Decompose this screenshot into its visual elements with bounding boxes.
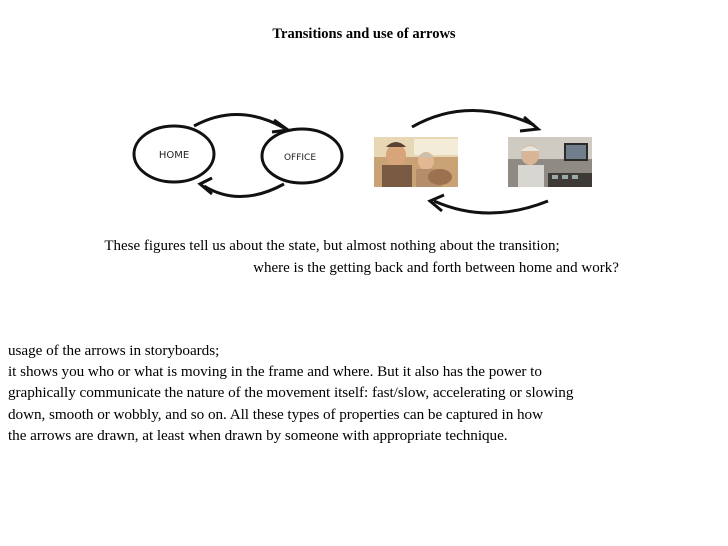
office-photo [508, 137, 592, 187]
paragraph-line: the arrows are drawn, at least when drawn by someone with appropriate technique. [8, 426, 508, 444]
paragraph-line: down, smooth or wobbly, and so on. All these types of properties can be captured in how [8, 405, 543, 423]
office-label: OFFICE [283, 153, 317, 163]
paragraph-line: usage of the arrows in storyboards; [8, 342, 220, 359]
caption-line-1: These figures tell us about the state, but almost nothing about the transition; [104, 238, 560, 254]
photo-top-arrow [412, 110, 534, 127]
photo-bottom-arrow [434, 201, 548, 213]
slide-title: Transitions and use of arrows [272, 26, 456, 42]
paragraph-line: it shows you who or what is moving in the frame and where. But it also has the power to [8, 363, 542, 381]
top-arrowhead [272, 120, 288, 132]
home-label: HOME [158, 150, 190, 161]
home-office-sketch [128, 108, 358, 208]
photo-transition-sketch [368, 105, 598, 220]
bottom-arrow [204, 184, 284, 197]
paragraph-line: graphically communicate the nature of the movement itself: fast/slow, accelerating or slowing [8, 384, 574, 402]
top-arrow [194, 114, 284, 128]
home-photo [374, 137, 458, 187]
caption-line-2: where is the getting back and forth between home and work? [253, 260, 619, 276]
body-paragraph [8, 340, 723, 446]
